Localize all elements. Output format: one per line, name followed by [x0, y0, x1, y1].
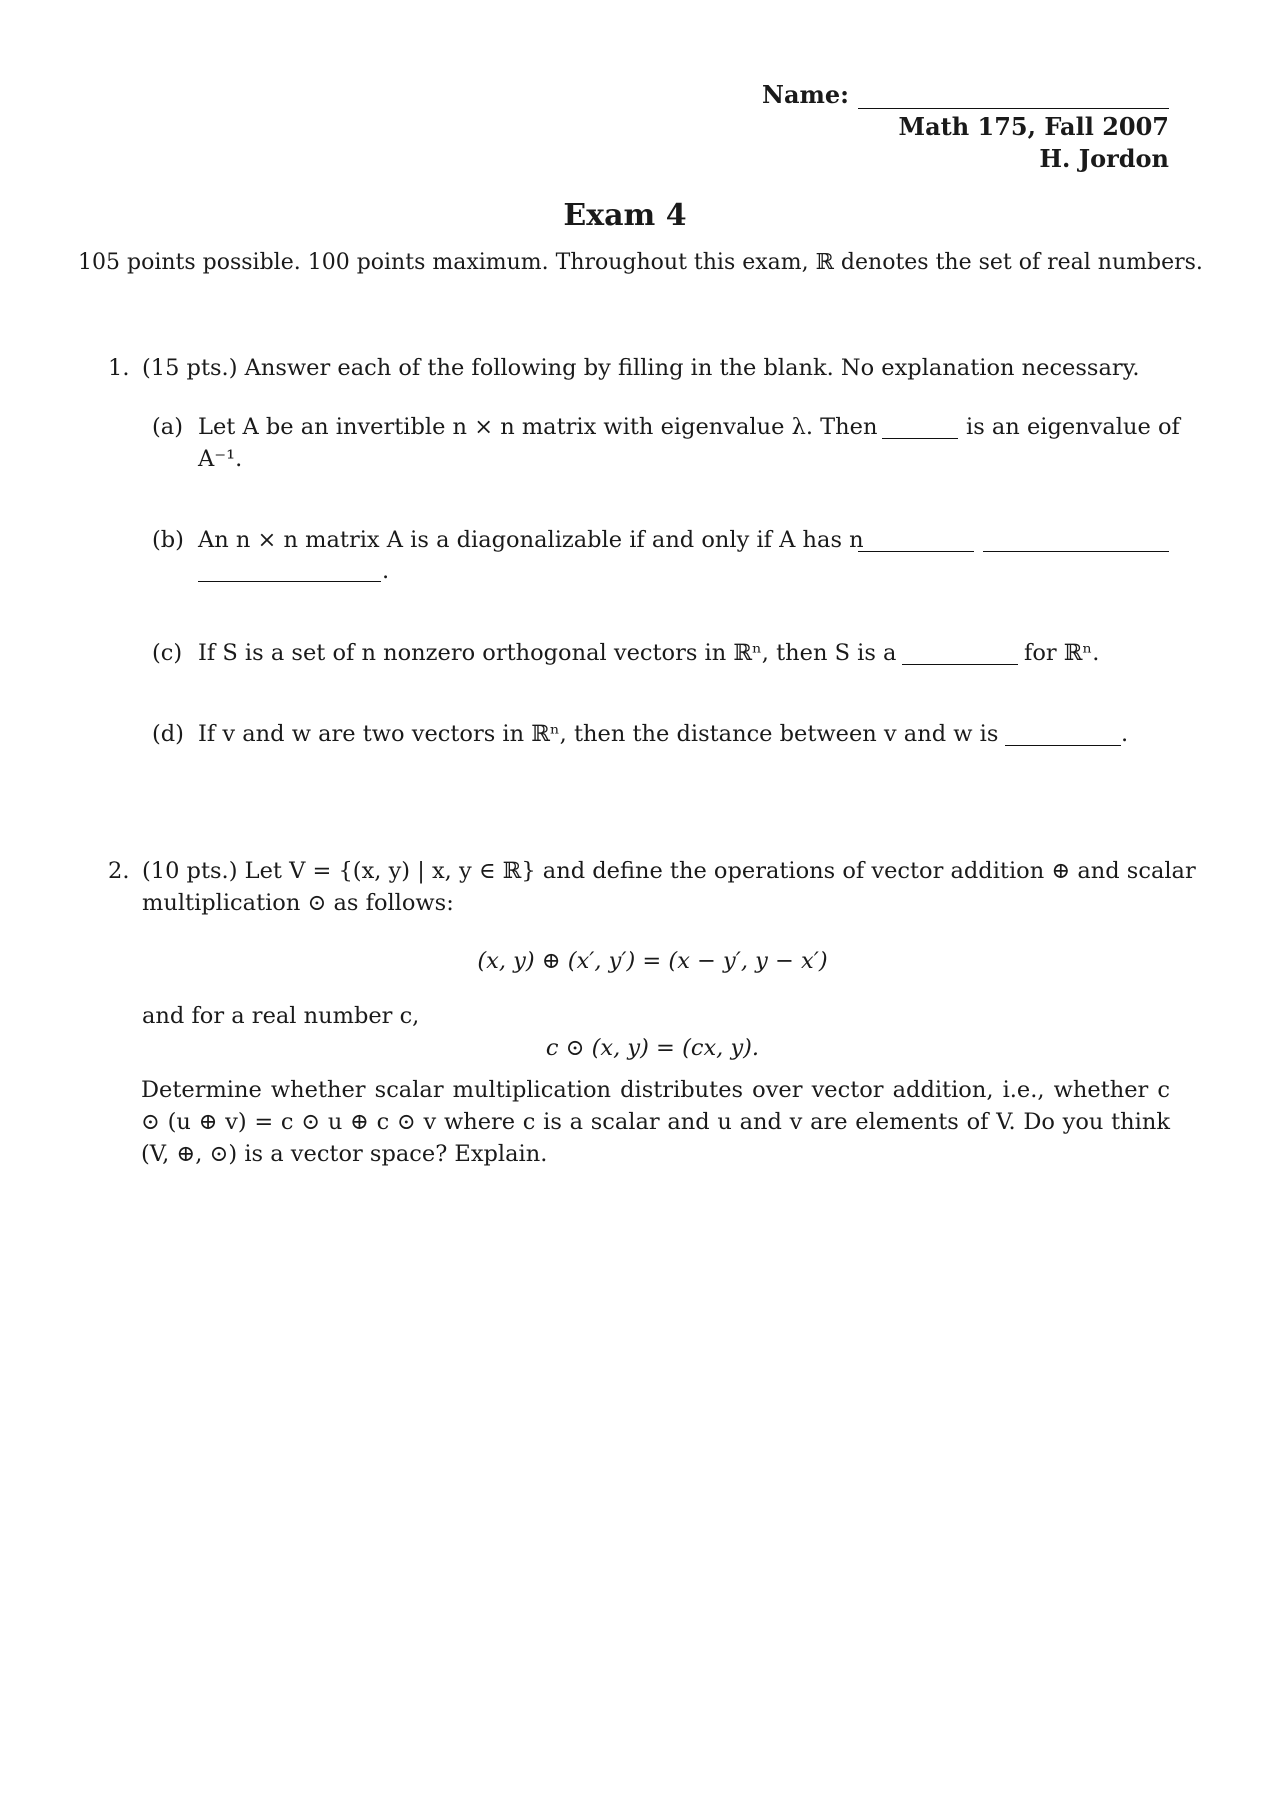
q1b-blank-3	[198, 580, 381, 582]
q1-points: (15 pts.)	[142, 355, 238, 381]
q1c-label: (c)	[152, 640, 183, 666]
name-field	[762, 80, 1169, 110]
q1b-text: An n × n matrix A is a diagonalizable if and only if A has n	[198, 527, 864, 553]
q2-equation-scalar: c ⊙ (x, y) = (cx, y).	[545, 1035, 760, 1061]
exam-intro: 105 points possible. 100 points maximum. Throughout this exam, ℝ denotes the set of real numbers.	[78, 250, 1203, 275]
q1c-text-end: for ℝⁿ.	[1024, 640, 1100, 666]
q2-points: (10 pts.)	[142, 858, 238, 884]
q1-number: 1.	[108, 355, 130, 381]
q1-heading	[142, 352, 1140, 384]
q1d-text: If v and w are two vectors in ℝⁿ, then the distance between v and w is	[198, 721, 999, 747]
q1a-text-end: A⁻¹.	[198, 446, 243, 472]
q2-heading	[142, 855, 1196, 887]
q2-number: 2.	[108, 858, 130, 884]
q1a-label: (a)	[152, 414, 183, 440]
course-info: Math 175, Fall 2007	[898, 112, 1169, 141]
q2-equation-addition: (x, y) ⊕ (x′, y′) = (x − y′, y − x′)	[477, 948, 828, 974]
instructor-name: H. Jordon	[1039, 144, 1169, 173]
q1c-blank	[902, 663, 1018, 665]
name-label: Name:	[762, 80, 850, 109]
q2-line2: multiplication ⊙ as follows:	[142, 890, 454, 916]
q1b-blank-2	[983, 550, 1169, 552]
q1a-blank	[882, 437, 958, 439]
q1d-text-end: .	[1121, 721, 1129, 747]
q2-line3: and for a real number c,	[142, 1003, 420, 1029]
name-blank-line	[858, 108, 1169, 109]
q2-line1: Let V = {(x, y) | x, y ∈ ℝ} and define the operations of vector addition ⊕ and scalar	[244, 858, 1196, 884]
exam-title: Exam 4	[563, 198, 687, 233]
q1d-label: (d)	[152, 721, 184, 747]
q1a-text-cont: is an eigenvalue of	[966, 414, 1180, 440]
q2-body: Determine whether scalar multiplication distributes over vector addition, i.e., whether c ⊙ (u ⊕ v) = c ⊙ u ⊕ c ⊙ v where c is a scalar and u and v are elements of V. Do you think (V, ⊕, ⊙) is a vector space? Explain.	[141, 1077, 1170, 1167]
q1b-label: (b)	[152, 527, 184, 553]
q1-prompt: Answer each of the following by filling in the blank. No explanation necessary.	[244, 355, 1140, 381]
q1d-blank	[1005, 744, 1121, 746]
q1a-text: Let A be an invertible n × n matrix with eigenvalue λ. Then	[198, 414, 878, 440]
q1b-text-end: .	[382, 558, 390, 584]
q1b-blank-1	[858, 550, 974, 552]
q1c-text: If S is a set of n nonzero orthogonal vectors in ℝⁿ, then S is a	[198, 640, 897, 666]
